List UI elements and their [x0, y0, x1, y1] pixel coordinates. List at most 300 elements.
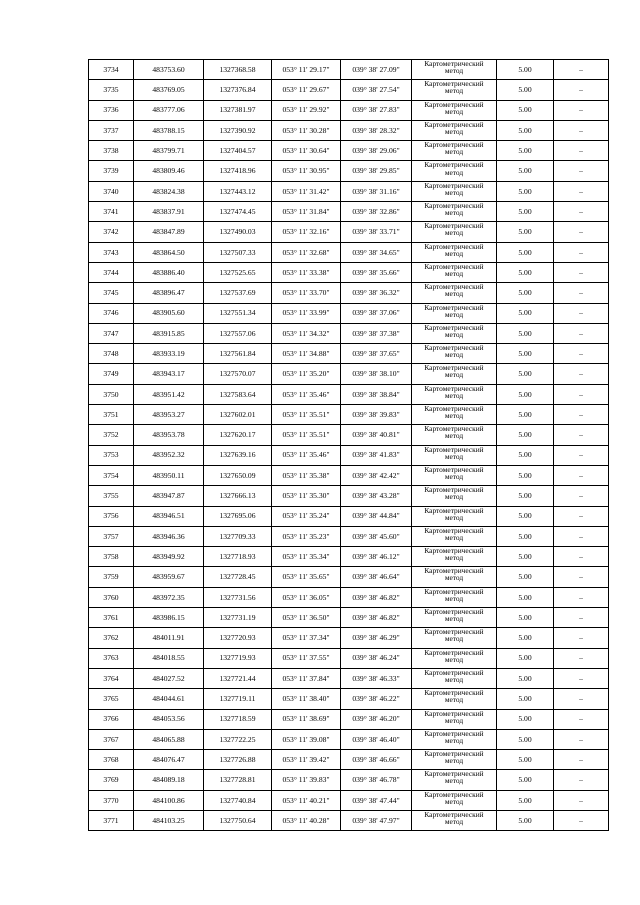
method-text: метод — [444, 776, 464, 786]
precision: 5.00 — [497, 689, 554, 709]
method-cell — [412, 790, 497, 810]
point-number: 3756 — [89, 506, 134, 526]
method-cell — [412, 384, 497, 404]
description: – — [554, 465, 609, 485]
point-number: 3764 — [89, 668, 134, 688]
table-row — [89, 120, 609, 140]
table-row — [89, 405, 609, 425]
method-text: Картометрический — [424, 546, 484, 556]
precision: 5.00 — [497, 628, 554, 648]
method-text: метод — [444, 573, 464, 583]
description: – — [554, 628, 609, 648]
description: – — [554, 486, 609, 506]
latitude: 053° 11' 39.08" — [272, 729, 341, 749]
coord-x: 483946.51 — [134, 506, 204, 526]
longitude: 039° 38' 33.71" — [341, 222, 412, 242]
point-number: 3734 — [89, 60, 134, 80]
coord-x: 483951.42 — [134, 384, 204, 404]
coord-x: 483933.19 — [134, 344, 204, 364]
latitude: 053° 11' 37.34" — [272, 628, 341, 648]
coord-y: 1327583.64 — [204, 384, 272, 404]
method-text: Картометрический — [424, 221, 484, 231]
method-cell — [412, 689, 497, 709]
point-number: 3744 — [89, 262, 134, 282]
point-number: 3768 — [89, 750, 134, 770]
precision: 5.00 — [497, 486, 554, 506]
coord-y: 1327718.93 — [204, 547, 272, 567]
method-cell — [412, 608, 497, 628]
coord-y: 1327551.34 — [204, 303, 272, 323]
latitude: 053° 11' 35.65" — [272, 567, 341, 587]
precision: 5.00 — [497, 262, 554, 282]
coord-y: 1327602.01 — [204, 405, 272, 425]
precision: 5.00 — [497, 465, 554, 485]
method-cell — [412, 202, 497, 222]
description: – — [554, 364, 609, 384]
coord-y: 1327650.09 — [204, 465, 272, 485]
latitude: 053° 11' 29.67" — [272, 80, 341, 100]
method-text: метод — [444, 86, 464, 96]
latitude: 053° 11' 32.16" — [272, 222, 341, 242]
method-text: Картометрический — [424, 729, 484, 738]
table-row — [89, 628, 609, 648]
longitude: 039° 38' 28.32" — [341, 120, 412, 140]
description: – — [554, 810, 609, 830]
longitude: 039° 38' 46.33" — [341, 668, 412, 688]
precision: 5.00 — [497, 364, 554, 384]
coord-y: 1327376.84 — [204, 80, 272, 100]
latitude: 053° 11' 35.46" — [272, 445, 341, 465]
method-text: метод — [444, 553, 464, 563]
point-number: 3752 — [89, 425, 134, 445]
method-text: Картометрический — [424, 242, 484, 251]
latitude: 053° 11' 35.51" — [272, 405, 341, 425]
precision: 5.00 — [497, 100, 554, 120]
description: – — [554, 303, 609, 323]
coord-x: 483905.60 — [134, 303, 204, 323]
coord-y: 1327368.58 — [204, 60, 272, 80]
coord-x: 484089.18 — [134, 770, 204, 790]
latitude: 053° 11' 38.40" — [272, 689, 341, 709]
precision: 5.00 — [497, 202, 554, 222]
longitude: 039° 38' 46.64" — [341, 567, 412, 587]
precision: 5.00 — [497, 425, 554, 445]
precision: 5.00 — [497, 181, 554, 201]
coord-y: 1327731.56 — [204, 587, 272, 607]
longitude: 039° 38' 42.42" — [341, 465, 412, 485]
point-number: 3735 — [89, 80, 134, 100]
coord-y: 1327718.59 — [204, 709, 272, 729]
table-row — [89, 80, 609, 100]
method-cell — [412, 405, 497, 425]
coord-y: 1327720.93 — [204, 628, 272, 648]
precision: 5.00 — [497, 161, 554, 181]
method-cell — [412, 364, 497, 384]
table-row — [89, 384, 609, 404]
method-text: метод — [444, 471, 464, 481]
table-row — [89, 181, 609, 201]
precision: 5.00 — [497, 445, 554, 465]
coord-y: 1327719.93 — [204, 648, 272, 668]
point-number: 3750 — [89, 384, 134, 404]
coord-x: 484011.91 — [134, 628, 204, 648]
method-text: Картометрический — [424, 688, 484, 698]
longitude: 039° 38' 46.40" — [341, 729, 412, 749]
method-text: метод — [444, 532, 464, 542]
table-row — [89, 790, 609, 810]
longitude: 039° 38' 39.83" — [341, 405, 412, 425]
coord-y: 1327666.13 — [204, 486, 272, 506]
precision: 5.00 — [497, 141, 554, 161]
precision: 5.00 — [497, 608, 554, 628]
method-cell — [412, 547, 497, 567]
method-cell — [412, 303, 497, 323]
method-cell — [412, 181, 497, 201]
coord-x: 483952.32 — [134, 445, 204, 465]
description: – — [554, 526, 609, 546]
table-row — [89, 222, 609, 242]
table-row — [89, 283, 609, 303]
method-cell — [412, 567, 497, 587]
longitude: 039° 38' 37.65" — [341, 344, 412, 364]
precision: 5.00 — [497, 709, 554, 729]
description: – — [554, 709, 609, 729]
method-text: метод — [444, 512, 464, 522]
coord-y: 1327719.11 — [204, 689, 272, 709]
method-cell — [412, 445, 497, 465]
point-number: 3736 — [89, 100, 134, 120]
coord-y: 1327721.44 — [204, 668, 272, 688]
longitude: 039° 38' 37.38" — [341, 323, 412, 343]
longitude: 039° 38' 46.20" — [341, 709, 412, 729]
longitude: 039° 38' 29.06" — [341, 141, 412, 161]
precision: 5.00 — [497, 303, 554, 323]
description: – — [554, 161, 609, 181]
coord-y: 1327390.92 — [204, 120, 272, 140]
longitude: 039° 38' 27.83" — [341, 100, 412, 120]
coord-x: 484100.86 — [134, 790, 204, 810]
method-text: метод — [444, 431, 464, 441]
method-text: метод — [444, 66, 464, 76]
latitude: 053° 11' 35.38" — [272, 465, 341, 485]
coord-y: 1327620.17 — [204, 425, 272, 445]
description: – — [554, 181, 609, 201]
coord-y: 1327750.64 — [204, 810, 272, 830]
method-text: метод — [444, 167, 464, 177]
method-text: метод — [444, 735, 464, 745]
method-text: Картометрический — [424, 282, 484, 292]
coord-x: 483777.06 — [134, 100, 204, 120]
longitude: 039° 38' 47.44" — [341, 790, 412, 810]
method-text: метод — [444, 329, 464, 339]
point-number: 3740 — [89, 181, 134, 201]
method-cell — [412, 506, 497, 526]
coord-x: 483915.85 — [134, 323, 204, 343]
method-text: Картометрический — [424, 526, 484, 535]
description: – — [554, 425, 609, 445]
coord-x: 483788.15 — [134, 120, 204, 140]
description: – — [554, 80, 609, 100]
table-row — [89, 303, 609, 323]
method-text: Картометрический — [424, 769, 484, 779]
method-text: Картометрический — [424, 749, 484, 759]
coord-x: 483972.35 — [134, 587, 204, 607]
longitude: 039° 38' 34.65" — [341, 242, 412, 262]
point-number: 3755 — [89, 486, 134, 506]
method-text: Картометрический — [424, 445, 484, 454]
table-row — [89, 750, 609, 770]
method-text: Картометрический — [424, 323, 484, 332]
method-text: метод — [444, 289, 464, 299]
longitude: 039° 38' 46.82" — [341, 587, 412, 607]
method-text: метод — [444, 674, 464, 684]
precision: 5.00 — [497, 384, 554, 404]
point-number: 3769 — [89, 770, 134, 790]
coord-y: 1327726.88 — [204, 750, 272, 770]
longitude: 039° 38' 44.84" — [341, 506, 412, 526]
longitude: 039° 38' 46.24" — [341, 648, 412, 668]
coord-y: 1327570.07 — [204, 364, 272, 384]
point-number: 3751 — [89, 405, 134, 425]
point-number: 3749 — [89, 364, 134, 384]
latitude: 053° 11' 30.64" — [272, 141, 341, 161]
table-row — [89, 344, 609, 364]
coord-x: 483799.71 — [134, 141, 204, 161]
coord-y: 1327740.84 — [204, 790, 272, 810]
table-row — [89, 689, 609, 709]
method-cell — [412, 120, 497, 140]
point-number: 3758 — [89, 547, 134, 567]
method-text: метод — [444, 817, 464, 827]
latitude: 053° 11' 40.28" — [272, 810, 341, 830]
method-cell — [412, 526, 497, 546]
description: – — [554, 283, 609, 303]
precision: 5.00 — [497, 283, 554, 303]
description: – — [554, 608, 609, 628]
table-row — [89, 242, 609, 262]
method-cell — [412, 141, 497, 161]
coord-x: 483950.11 — [134, 465, 204, 485]
longitude: 039° 38' 35.66" — [341, 262, 412, 282]
precision: 5.00 — [497, 242, 554, 262]
coord-x: 483949.92 — [134, 547, 204, 567]
coord-y: 1327525.65 — [204, 262, 272, 282]
point-number: 3753 — [89, 445, 134, 465]
method-cell — [412, 344, 497, 364]
description: – — [554, 668, 609, 688]
point-number: 3748 — [89, 344, 134, 364]
latitude: 053° 11' 39.83" — [272, 770, 341, 790]
method-text: метод — [444, 187, 464, 197]
method-text: метод — [444, 390, 464, 400]
point-number: 3745 — [89, 283, 134, 303]
method-text: Картометрический — [424, 465, 484, 474]
method-cell — [412, 709, 497, 729]
method-cell — [412, 486, 497, 506]
point-number: 3762 — [89, 628, 134, 648]
method-text: метод — [444, 796, 464, 806]
coord-y: 1327443.12 — [204, 181, 272, 201]
table-row — [89, 425, 609, 445]
longitude: 039° 38' 47.97" — [341, 810, 412, 830]
coord-y: 1327561.84 — [204, 344, 272, 364]
point-number: 3767 — [89, 729, 134, 749]
latitude: 053° 11' 33.99" — [272, 303, 341, 323]
coord-x: 483959.67 — [134, 567, 204, 587]
table-row — [89, 202, 609, 222]
point-number: 3761 — [89, 608, 134, 628]
description: – — [554, 790, 609, 810]
latitude: 053° 11' 36.50" — [272, 608, 341, 628]
latitude: 053° 11' 33.38" — [272, 262, 341, 282]
table-row — [89, 526, 609, 546]
point-number: 3742 — [89, 222, 134, 242]
method-text: Картометрический — [424, 181, 484, 190]
latitude: 053° 11' 35.23" — [272, 526, 341, 546]
coord-y: 1327474.45 — [204, 202, 272, 222]
coord-y: 1327722.25 — [204, 729, 272, 749]
coord-x: 483847.89 — [134, 222, 204, 242]
coord-x: 483943.17 — [134, 364, 204, 384]
table-row — [89, 587, 609, 607]
point-number: 3766 — [89, 709, 134, 729]
method-text: Картометрический — [424, 343, 484, 353]
description: – — [554, 384, 609, 404]
coord-y: 1327507.33 — [204, 242, 272, 262]
method-text: Картометрический — [424, 404, 484, 414]
longitude: 039° 38' 38.84" — [341, 384, 412, 404]
coord-x: 484027.52 — [134, 668, 204, 688]
latitude: 053° 11' 30.95" — [272, 161, 341, 181]
coord-x: 483947.87 — [134, 486, 204, 506]
method-cell — [412, 80, 497, 100]
method-cell — [412, 465, 497, 485]
coord-x: 483753.60 — [134, 60, 204, 80]
method-text: метод — [444, 715, 464, 725]
description: – — [554, 242, 609, 262]
method-text: метод — [444, 126, 464, 136]
method-text: Картометрический — [424, 100, 484, 109]
table-row — [89, 567, 609, 587]
coord-x: 484018.55 — [134, 648, 204, 668]
longitude: 039° 38' 36.32" — [341, 283, 412, 303]
method-text: Картометрический — [424, 79, 484, 89]
longitude: 039° 38' 46.12" — [341, 547, 412, 567]
longitude: 039° 38' 46.22" — [341, 689, 412, 709]
description: – — [554, 323, 609, 343]
method-text: Картометрический — [424, 384, 484, 393]
latitude: 053° 11' 40.21" — [272, 790, 341, 810]
point-number: 3754 — [89, 465, 134, 485]
point-number: 3757 — [89, 526, 134, 546]
latitude: 053° 11' 31.42" — [272, 181, 341, 201]
description: – — [554, 60, 609, 80]
method-text: Картометрический — [424, 566, 484, 576]
coord-x: 484065.88 — [134, 729, 204, 749]
method-cell — [412, 161, 497, 181]
method-text: Картометрический — [424, 627, 484, 637]
description: – — [554, 587, 609, 607]
precision: 5.00 — [497, 344, 554, 364]
coord-x: 484053.56 — [134, 709, 204, 729]
coordinates-table — [88, 59, 609, 831]
method-text: метод — [444, 309, 464, 319]
method-text: Картометрический — [424, 424, 484, 434]
table-row — [89, 141, 609, 161]
method-text: Картометрический — [424, 140, 484, 150]
latitude: 053° 11' 35.34" — [272, 547, 341, 567]
coord-y: 1327639.16 — [204, 445, 272, 465]
table-row — [89, 709, 609, 729]
longitude: 039° 38' 41.83" — [341, 445, 412, 465]
point-number: 3763 — [89, 648, 134, 668]
method-text: Картометрический — [424, 668, 484, 677]
description: – — [554, 141, 609, 161]
method-text: метод — [444, 492, 464, 502]
table-row — [89, 100, 609, 120]
method-text: Картометрический — [424, 262, 484, 271]
method-text: Картометрический — [424, 160, 484, 170]
method-text: Картометрический — [424, 59, 484, 68]
coord-x: 483953.27 — [134, 405, 204, 425]
precision: 5.00 — [497, 323, 554, 343]
method-text: метод — [444, 106, 464, 116]
latitude: 053° 11' 35.46" — [272, 384, 341, 404]
longitude: 039° 38' 27.09" — [341, 60, 412, 80]
method-text: метод — [444, 634, 464, 644]
latitude: 053° 11' 31.84" — [272, 202, 341, 222]
latitude: 053° 11' 35.24" — [272, 506, 341, 526]
longitude: 039° 38' 45.60" — [341, 526, 412, 546]
point-number: 3759 — [89, 567, 134, 587]
method-cell — [412, 60, 497, 80]
method-text: Картометрический — [424, 587, 484, 596]
table-row — [89, 729, 609, 749]
method-text: метод — [444, 269, 464, 278]
method-text: метод — [444, 411, 464, 421]
description: – — [554, 567, 609, 587]
latitude: 053° 11' 35.20" — [272, 364, 341, 384]
description: – — [554, 262, 609, 282]
method-cell — [412, 668, 497, 688]
table-row — [89, 810, 609, 830]
description: – — [554, 729, 609, 749]
latitude: 053° 11' 35.30" — [272, 486, 341, 506]
method-text: метод — [444, 350, 464, 360]
method-cell — [412, 628, 497, 648]
method-text: Картометрический — [424, 485, 484, 495]
latitude: 053° 11' 29.17" — [272, 60, 341, 80]
precision: 5.00 — [497, 526, 554, 546]
table-row — [89, 668, 609, 688]
method-cell — [412, 262, 497, 282]
longitude: 039° 38' 31.16" — [341, 181, 412, 201]
precision: 5.00 — [497, 80, 554, 100]
description: – — [554, 750, 609, 770]
precision: 5.00 — [497, 60, 554, 80]
coord-x: 484044.61 — [134, 689, 204, 709]
table-row — [89, 60, 609, 80]
precision: 5.00 — [497, 567, 554, 587]
latitude: 053° 11' 32.68" — [272, 242, 341, 262]
table-row — [89, 323, 609, 343]
method-text: Картометрический — [424, 709, 484, 718]
coord-y: 1327728.81 — [204, 770, 272, 790]
method-text: метод — [444, 451, 464, 461]
method-text: метод — [444, 614, 464, 624]
coord-y: 1327490.03 — [204, 222, 272, 242]
coord-y: 1327557.06 — [204, 323, 272, 343]
